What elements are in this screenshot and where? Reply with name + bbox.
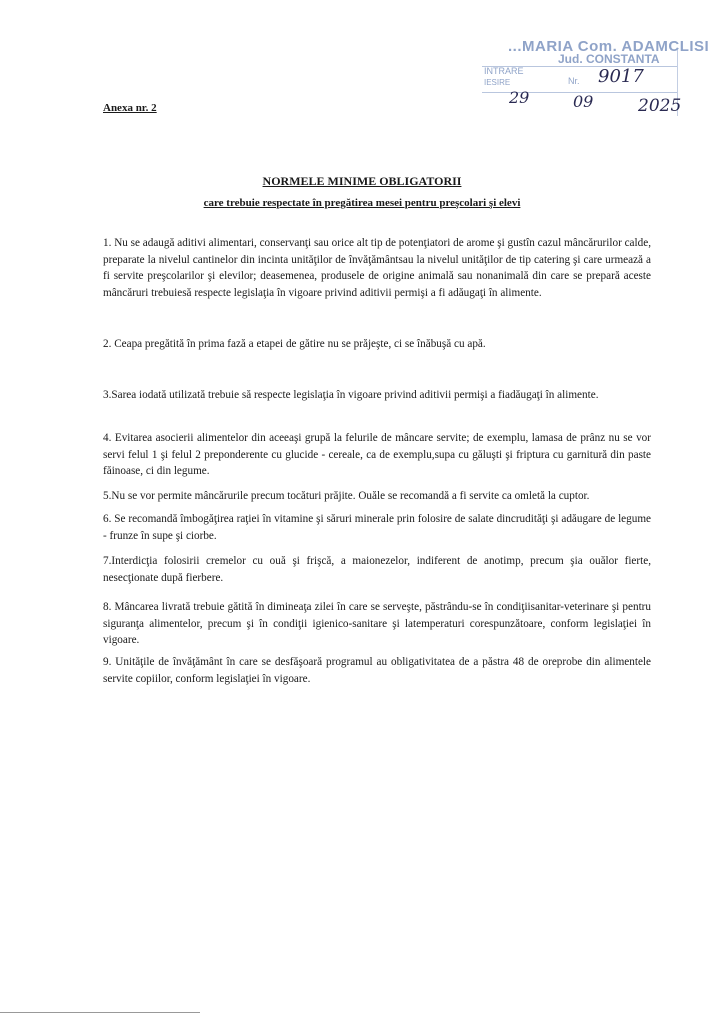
stamp-number-label: Nr. — [568, 76, 580, 86]
registration-month: 09 — [573, 92, 594, 111]
paragraph-4: 4. Evitarea asocierii alimentelor din aceeaşi grupă la felurile de mâncare servite; de exemplu, lamasa de prânz nu se vor servi felul 1 şi felul 2 preponderente cu glucide - cereale, ca de exemplu,supa cu găluşti şi friptura cu garnitură din paste făinoase, ci din legume. — [103, 432, 651, 478]
stamp-entry-label: INTRARE — [484, 66, 524, 76]
stamp-exit-label: IESIRE — [484, 78, 511, 87]
document-subtitle: care trebuie respectate în pregătirea mesei pentru preşcolari şi elevi — [203, 197, 521, 209]
paragraph-1: 1. Nu se adaugă aditivi alimentari, conservanţi sau orice alt tip de potenţiatori de arome şi gustîn cazul mâncărurilor calde, preparate la nivelul cantinelor din incinta unităţilor de învăţământsau la nivelul unităţilor de tip catering şi care urmează a fi servite preşcolarilor şi elevilor; deasemenea, produsele de origine animală sau nonanimală din care se prepară aceste mâncăruri trebuiesă respecte legislaţia în vigoare privind aditivii permişi a fi adăugaţi în alimente. — [103, 237, 651, 299]
stamp-institution: ...MARIA Com. ADAMCLISI — [508, 38, 710, 55]
footer-divider — [0, 1012, 200, 1013]
paragraph-5: 5.Nu se vor permite mâncărurile precum tocături prăjite. Ouăle se recomandă a fi servite ca omletă la cuptor. — [103, 490, 590, 502]
paragraph-2: 2. Ceapa pregătită în prima fază a etapei de gătire nu se prăjeşte, ci se înăbuşă cu apă. — [103, 338, 486, 350]
document-title: NORMELE MINIME OBLIGATORII — [262, 174, 462, 188]
stamp-county: Jud. CONSTANTA — [558, 52, 660, 66]
registration-year: 2025 — [638, 96, 682, 116]
registration-day: 29 — [509, 88, 530, 107]
paragraph-8: 8. Mâncarea livrată trebuie gătită în dimineaţa zilei în care se serveşte, păstrându-se în condiţiisanitar-veterinare şi pentru siguranţa alimentelor, precum şi în condiţii igienico-sanitare şi latemperaturi corespunzătoare, conform legislaţiei în vigoare. — [103, 601, 651, 647]
registration-number: 9017 — [598, 66, 644, 87]
paragraph-3: 3.Sarea iodată utilizată trebuie să respecte legislaţia în vigoare privind aditivii permişi a fiadăugaţi în alimente. — [103, 389, 599, 401]
paragraph-9: 9. Unităţile de învăţământ în care se desfăşoară programul au obligativitatea de a păstra 48 de oreprobe din alimentele servite copiilor, conform legislaţiei în vigoare. — [103, 656, 651, 685]
annex-label: Anexa nr. 2 — [103, 102, 157, 114]
paragraph-6: 6. Se recomandă îmbogăţirea raţiei în vitamine şi săruri minerale prin folosire de salate dincrudităţi şi adăugare de legume - frunze în supe şi ciorbe. — [103, 513, 651, 542]
paragraph-7: 7.Interdicţia folosirii cremelor cu ouă şi frişcă, a maionezelor, indiferent de anotimp, precum şia ouălor fierte, nesecţionate după fierbere. — [103, 555, 651, 584]
